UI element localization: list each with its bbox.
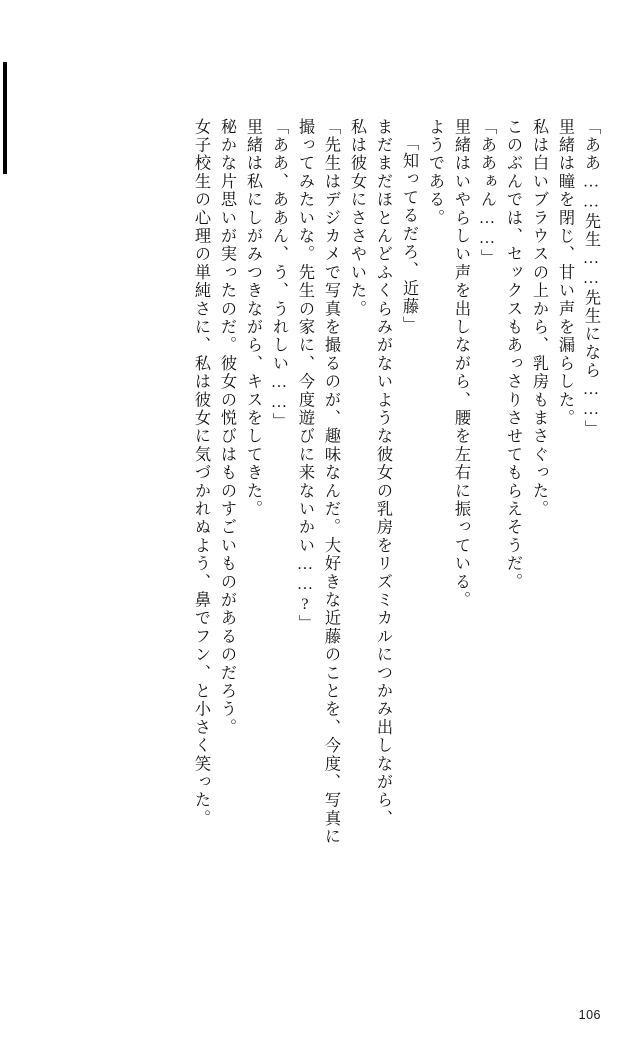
text-column: 里緒は私にしがみつきながら、キスをしてきた。 xyxy=(244,118,262,519)
text-column: 秘かな片思いが実ったのだ。彼女の悦びはものすごいものがあるのだろう。 xyxy=(218,118,236,737)
text-column: 女子校生の心理の単純さに、私は彼女に気づかれぬよう、鼻でフン、と小さく笑った。 xyxy=(192,118,210,828)
text-column: 里緒は瞳を閉じ、甘い声を漏らした。 xyxy=(556,118,574,428)
body-text xyxy=(60,118,599,978)
text-column: 「先生はデジカメで写真を撮るのが、趣味なんだ。大好きな近藤のことを、今度、写真に xyxy=(322,118,340,846)
text-column: 「ああぁん……」 xyxy=(478,118,496,268)
text-column: まだまだほとんどふくらみがないような彼女の乳房をリズミカルにつかみ出しながら、 xyxy=(374,118,392,828)
text-column: 「知ってるだろ、近藤」 xyxy=(400,134,418,335)
edge-mark-highlight xyxy=(0,62,3,174)
text-column: 「ああ……先生……先生になら……」 xyxy=(582,118,600,439)
page-number: 106 xyxy=(578,1008,601,1022)
text-column: 「ああ、ああん、う、うれしい……」 xyxy=(270,118,288,431)
text-column: ようである。 xyxy=(426,118,444,228)
text-column: 撮ってみたいな。先生の家に、今度遊びに来ないかい……?」 xyxy=(296,118,314,633)
text-column: 私は白いブラウスの上から、乳房もまさぐった。 xyxy=(530,118,548,519)
text-column: このぶんでは、セックスもあっさりさせてもらえそうだ。 xyxy=(504,118,522,592)
text-column: 里緒はいやらしい声を出しながら、腰を左右に振っている。 xyxy=(452,118,470,610)
text-column: 私は彼女にささやいた。 xyxy=(348,118,366,319)
